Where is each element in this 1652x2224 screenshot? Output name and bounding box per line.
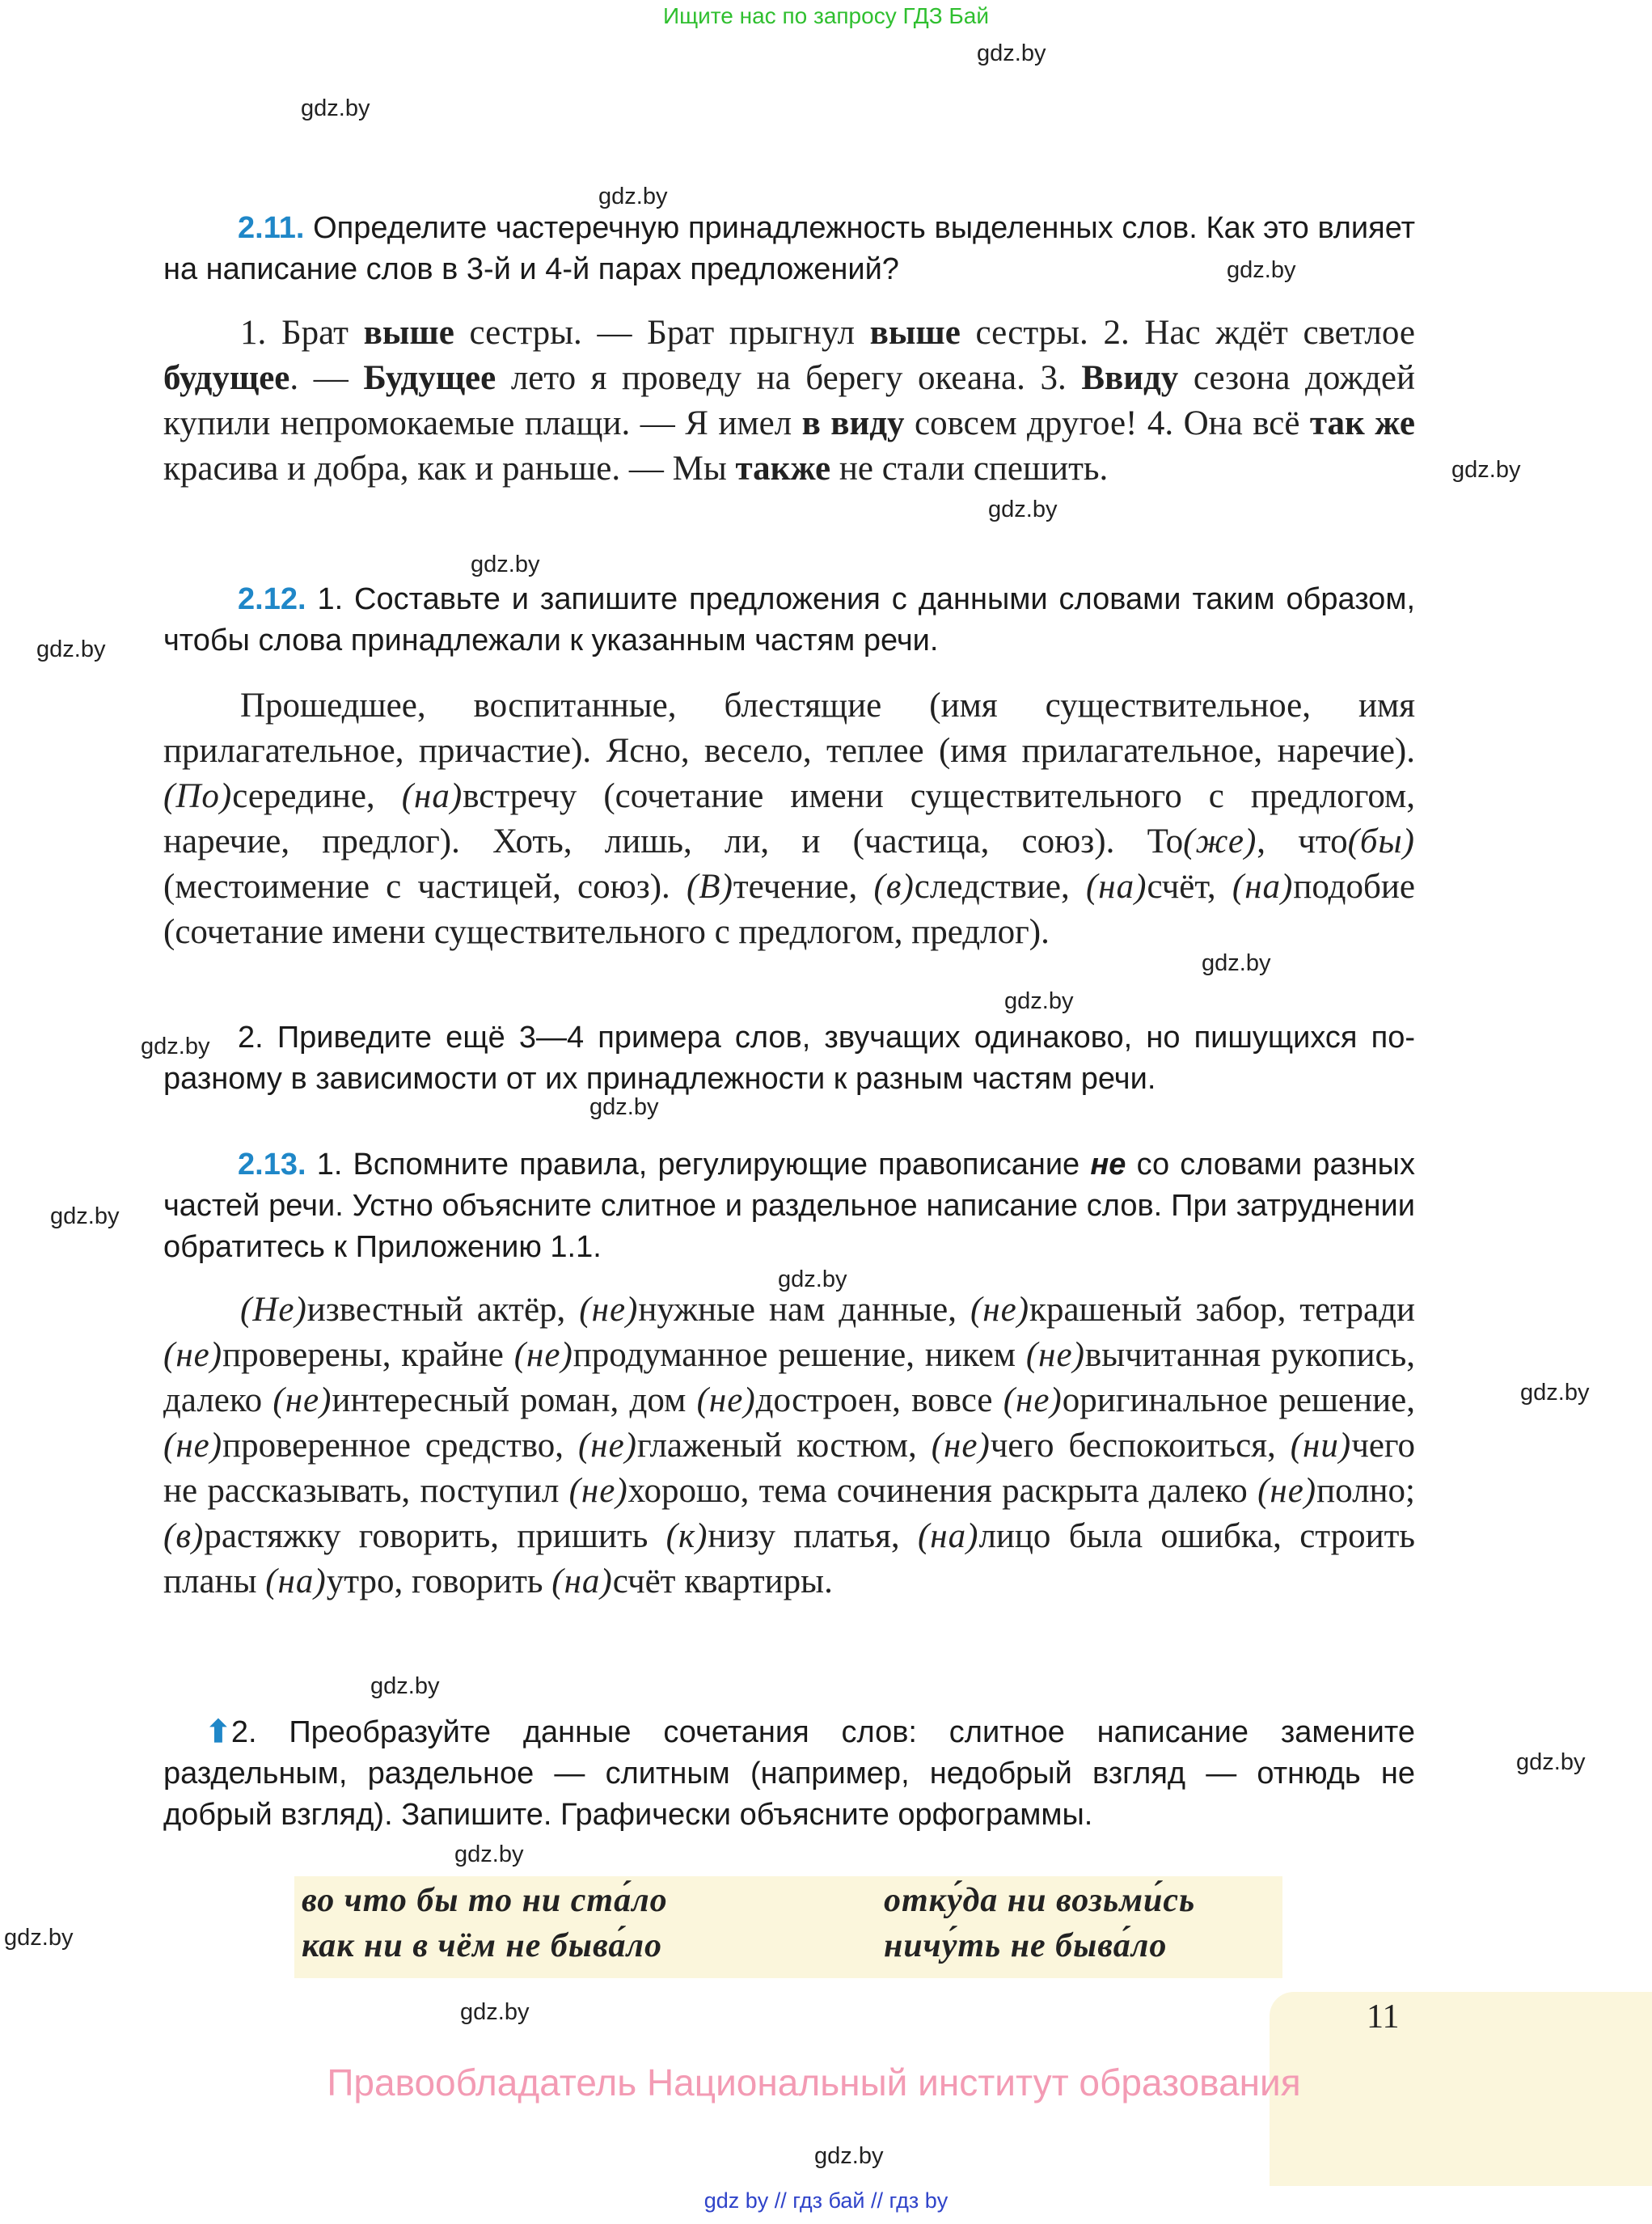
bracket-part: (По) xyxy=(163,777,233,815)
bracket-part: (не) xyxy=(970,1291,1030,1329)
watermark: gdz.by xyxy=(301,95,370,121)
task-text: со словами разных частей речи. Устно объясните слитное и раздельное написание слов. При затруднении обратитесь к Приложению 1.1. xyxy=(163,1148,1415,1264)
watermark: gdz.by xyxy=(36,636,106,662)
task-number: 2.13. xyxy=(238,1148,306,1182)
watermark: gdz.by xyxy=(460,1999,530,2025)
bracket-part: (не) xyxy=(696,1381,756,1419)
search-note: Ищите нас по запросу ГДЗ Бай xyxy=(662,3,990,28)
bracket-part: (не) xyxy=(577,1427,637,1465)
watermark: gdz.by xyxy=(1451,457,1521,483)
phrase: как ни в чём не быва́ло xyxy=(302,1927,663,1964)
task-text: 2. Преобразуйте данные сочетания слов: слитное написание замените раздельным, раздельное — слитным (например, недобрый взгляд — отнюдь не добрый взгляд). Запишите. Графически объясните орфограммы. xyxy=(163,1715,1415,1832)
watermark: gdz.by xyxy=(589,1094,659,1120)
bracket-part: (в) xyxy=(873,868,915,906)
task-number: 2.12. xyxy=(238,582,306,616)
task-2-11-sentences xyxy=(163,311,1415,492)
bracket-part: (на) xyxy=(551,1562,613,1600)
ne-particle: не xyxy=(1090,1148,1126,1182)
highlighted-word: Будущее xyxy=(363,359,496,397)
task-2-13-instruction xyxy=(163,1144,1415,1268)
highlighted-word: выше xyxy=(363,314,454,352)
words-paragraph: Прошедшее, воспитанные, блестящие (имя существительное, имя прилагательное, причастие). Ясно, весело, теплее (имя прилагательное, наречие). (По)середине, (на)встречу (сочетание имени существительного с предлогом, наречие, предлог). Хоть, лишь, ли, и (частица, союз). То(же), что(бы) (местоимение с частицей, союз). (В)течение, (в)следствие, (на)счёт, (на)подобие (сочетание имени существительного с предлогом, предлог). xyxy=(163,687,1415,951)
sentences-paragraph: 1. Брат выше сестры. — Брат прыгнул выше сестры. 2. Нас ждёт светлое будущее. — Будущее лето я проведу на берегу океана. 3. Ввиду сезона дождей купили непромокаемые плащи. — Я имел в виду совсем другое! 4. Она всё так же красива и добра, как и раньше. — Мы также не стали спешить. xyxy=(163,314,1416,488)
bracket-part: (В) xyxy=(686,868,733,906)
highlighted-word: Ввиду xyxy=(1081,359,1179,397)
bracket-part: (не) xyxy=(931,1427,991,1465)
bracket-part: (не) xyxy=(1257,1472,1317,1510)
bracket-part: (в) xyxy=(163,1517,205,1555)
task-2-12-words xyxy=(163,683,1415,955)
bracket-part: (на) xyxy=(1232,868,1294,906)
page-number: 11 xyxy=(1367,1998,1400,2036)
watermark: gdz.by xyxy=(1520,1380,1590,1406)
bottom-links[interactable]: gdz by // гдз бай // гдз by xyxy=(703,2188,949,2213)
highlighted-word: выше xyxy=(869,314,961,352)
task-text: Определите частеречную принадлежность выделенных слов. Как это влияет на написание слов в 3-й и 4-й парах предложений? xyxy=(163,211,1416,286)
watermark: gdz.by xyxy=(370,1673,440,1699)
bracket-part: (не) xyxy=(568,1472,628,1510)
task-text: 2. Приведите ещё 3—4 примера слов, звучащих одинаково, но пишущихся по-разному в зависимости от их принадлежности к разным частям речи. xyxy=(163,1021,1415,1096)
watermark: gdz.by xyxy=(814,2143,884,2169)
task-2-11-instruction xyxy=(163,208,1415,290)
bracket-part: (к) xyxy=(665,1517,708,1555)
bracket-part: (не) xyxy=(579,1291,639,1329)
watermark: gdz.by xyxy=(1202,950,1271,976)
watermark: gdz.by xyxy=(141,1034,210,1059)
phrase: отку́да ни возьми́сь xyxy=(884,1882,1196,1919)
words-paragraph: (Не)известный актёр, (не)нужные нам данные, (не)крашеный забор, тетради (не)проверены, крайне (не)продуманное решение, никем (не)вычитанная рукопись, далеко (не)интересный роман, дом (не)достроен, вовсе (не)оригинальное решение, (не)проверенное средство, (не)глаженый костюм, (не)чего беспокоиться, (ни)чего не рассказывать, поступил (не)хорошо, тема сочинения раскрыта далеко (не)полно; (в)растяжку говорить, пришить (к)низу платья, (на)лицо была ошибка, строить планы (на)утро, говорить (на)счёт квартиры. xyxy=(163,1291,1416,1600)
bracket-part: (не) xyxy=(273,1381,332,1419)
task-2-12-instruction xyxy=(163,579,1415,662)
bracket-part: (не) xyxy=(163,1336,223,1374)
task-2-13-words xyxy=(163,1287,1415,1605)
watermark: gdz.by xyxy=(4,1925,74,1951)
highlighted-word: будущее xyxy=(163,359,290,397)
watermark: gdz.by xyxy=(454,1841,524,1867)
bracket-part: (на) xyxy=(1085,868,1147,906)
bracket-part: (на) xyxy=(917,1517,979,1555)
arrow-up-icon: ⬆ xyxy=(205,1715,231,1749)
bracket-part: (бы) xyxy=(1347,822,1415,860)
bracket-part: (на) xyxy=(401,777,463,815)
bracket-part: (же) xyxy=(1183,822,1257,860)
highlighted-word: также xyxy=(735,450,831,488)
watermark: gdz.by xyxy=(471,552,540,577)
bracket-part: (на) xyxy=(265,1562,327,1600)
bracket-part: (не) xyxy=(1025,1336,1085,1374)
task-number: 2.11. xyxy=(238,211,305,245)
highlighted-word: так же xyxy=(1309,404,1415,442)
watermark: gdz.by xyxy=(1227,257,1296,283)
watermark: gdz.by xyxy=(598,184,668,209)
task-2-13-part2 xyxy=(163,1712,1415,1836)
bracket-part: (Не) xyxy=(240,1291,307,1329)
watermark: gdz.by xyxy=(988,497,1058,522)
bracket-part: (не) xyxy=(1003,1381,1063,1419)
watermark: gdz.by xyxy=(977,40,1046,66)
watermark: gdz.by xyxy=(1516,1749,1586,1775)
task-text: 1. Вспомните правила, регулирующие правописание xyxy=(316,1148,1091,1182)
bracket-part: (ни) xyxy=(1290,1427,1352,1465)
highlighted-word: в виду xyxy=(801,404,905,442)
task-text: 1. Составьте и запишите предложения с данными словами таким образом, чтобы слова принадлежали к указанным частям речи. xyxy=(163,582,1416,657)
copyright-notice: Правообладатель Национальный институт образования xyxy=(327,2061,1301,2103)
watermark: gdz.by xyxy=(778,1266,847,1292)
task-2-12-part2 xyxy=(163,1017,1415,1100)
phrase: ничу́ть не быва́ло xyxy=(884,1927,1168,1964)
watermark: gdz.by xyxy=(1004,988,1074,1014)
bracket-part: (не) xyxy=(163,1427,223,1465)
bracket-part: (не) xyxy=(513,1336,573,1374)
watermark: gdz.by xyxy=(50,1203,120,1229)
phrase: во что бы то ни ста́ло xyxy=(302,1882,668,1919)
